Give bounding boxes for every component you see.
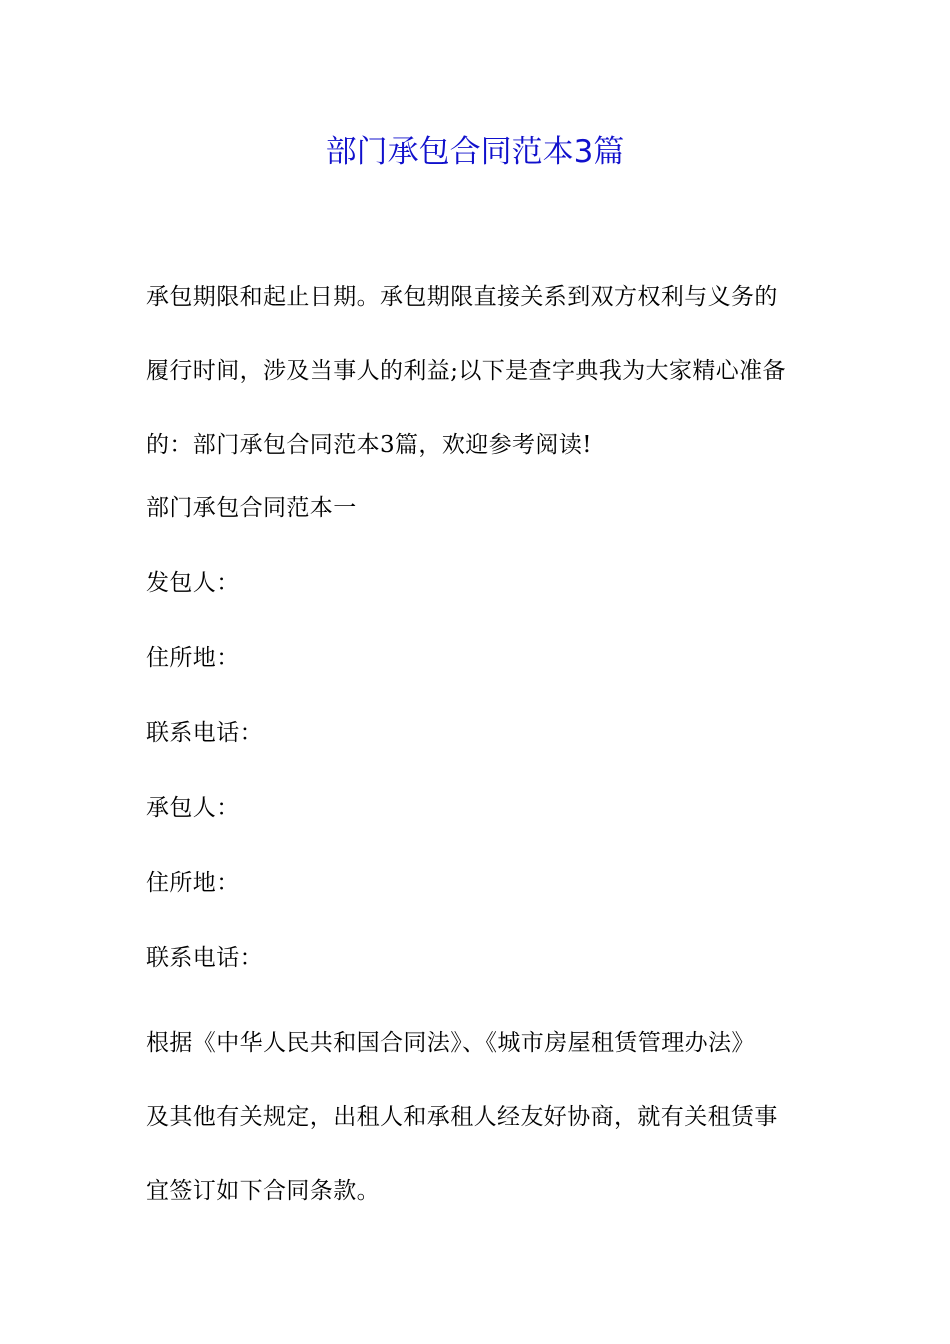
- party-a-label: 发包人：: [146, 570, 240, 596]
- intro-paragraph: [146, 260, 808, 482]
- intro-line: 的：部门承包合同范本3篇，欢迎参考阅读!: [146, 432, 592, 458]
- party-b-label: 承包人：: [146, 795, 240, 821]
- clause-line: 根据《中华人民共和国合同法》、《城市房屋租赁管理办法》: [146, 1030, 755, 1056]
- intro-line: 履行时间，涉及当事人的利益;以下是查字典我为大家精心准备: [146, 358, 786, 384]
- section-heading: 部门承包合同范本一: [146, 495, 357, 521]
- party-b-phone-label: 联系电话：: [146, 945, 263, 971]
- clause-line: 宜签订如下合同条款。: [146, 1178, 380, 1204]
- party-a-address-label: 住所地：: [146, 645, 240, 671]
- party-b-address-label: 住所地：: [146, 870, 240, 896]
- clause-line: 及其他有关规定，出租人和承租人经友好协商，就有关租赁事: [146, 1104, 778, 1130]
- intro-line: 承包期限和起止日期。承包期限直接关系到双方权利与义务的: [146, 284, 778, 310]
- party-a-phone-label: 联系电话：: [146, 720, 263, 746]
- clause-paragraph: [146, 1006, 808, 1228]
- document-title: 部门承包合同范本3篇: [325, 134, 625, 170]
